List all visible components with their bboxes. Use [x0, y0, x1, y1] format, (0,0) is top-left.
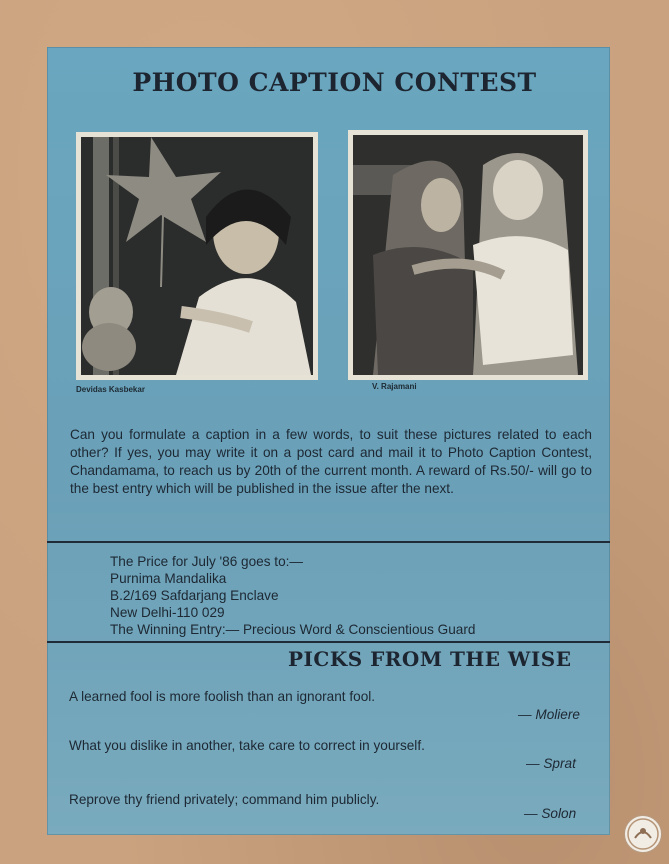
photo-girl-with-star-image	[81, 137, 313, 375]
photo-girl-with-star	[76, 132, 318, 380]
divider-rule	[47, 641, 610, 643]
photo-credit-right: V. Rajamani	[372, 382, 417, 391]
winner-announcement	[110, 553, 580, 638]
photo-two-women	[348, 130, 588, 380]
quote-author: — Solon	[524, 806, 577, 821]
divider-rule	[47, 541, 610, 543]
photo-credit-left: Devidas Kasbekar	[76, 385, 145, 394]
quote-author: — Sprat	[526, 756, 576, 771]
scan-watermark-logo	[624, 815, 662, 853]
quote-author: — Moliere	[518, 707, 580, 722]
woman-right-face	[493, 160, 543, 220]
winner-heading: The Price for July '86 goes to:—	[110, 554, 303, 569]
photo-two-women-image	[353, 135, 583, 375]
contest-title: PHOTO CAPTION CONTEST	[132, 68, 537, 97]
quote-text: A learned fool is more foolish than an ignorant fool.	[69, 689, 376, 704]
woman-left-face	[421, 178, 461, 232]
quote-text: What you dislike in another, take care to correct in yourself.	[69, 738, 425, 753]
quote-text: Reprove thy friend privately; command him publicly.	[69, 792, 380, 807]
wise-section-title: PICKS FROM THE WISE	[288, 647, 572, 671]
contest-description: Can you formulate a caption in a few words, to suit these pictures related to each other? If yes, you may write it on a post card and mail it to Photo Caption Contest, Chandamama, to reach us by 20th of the current month. A reward of Rs.50/- will go to the best entry which will be published in the issue after the next.	[70, 427, 592, 496]
winning-entry: The Winning Entry:— Precious Word & Conscientious Guard	[110, 622, 476, 637]
winner-address-line1: B.2/169 Safdarjang Enclave	[110, 588, 279, 603]
woman-right-blouse	[473, 236, 573, 365]
winner-address-line2: New Delhi-110 029	[110, 605, 225, 620]
winner-name: Purnima Mandalika	[110, 571, 227, 586]
